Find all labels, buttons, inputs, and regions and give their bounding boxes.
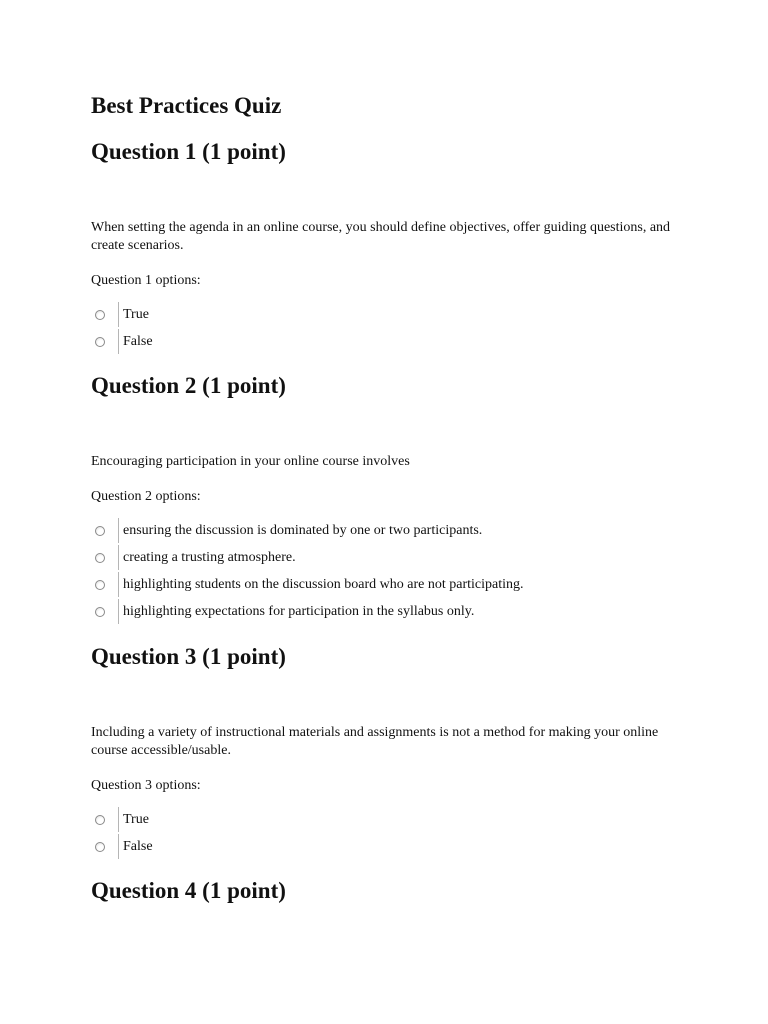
question-heading: Question 2 (1 point)	[91, 373, 286, 398]
radio-button[interactable]	[95, 815, 105, 825]
options-list	[91, 806, 691, 860]
options-list	[91, 517, 691, 625]
option-true[interactable]	[91, 301, 691, 328]
option-4[interactable]	[91, 598, 691, 625]
option-label: False	[123, 838, 153, 854]
option-false[interactable]	[91, 328, 691, 355]
option-label: ensuring the discussion is dominated by one or two participants.	[123, 522, 483, 538]
option-divider	[118, 599, 119, 624]
radio-button[interactable]	[95, 580, 105, 590]
question-2	[91, 372, 691, 625]
radio-button[interactable]	[95, 607, 105, 617]
option-label: True	[123, 306, 149, 322]
question-heading: Question 1 (1 point)	[91, 139, 286, 164]
question-heading: Question 3 (1 point)	[91, 644, 286, 669]
question-4	[91, 877, 691, 905]
radio-button[interactable]	[95, 337, 105, 347]
question-1	[91, 138, 691, 355]
quiz-title: Best Practices Quiz	[91, 93, 282, 118]
option-2[interactable]	[91, 544, 691, 571]
radio-button[interactable]	[95, 842, 105, 852]
option-label: creating a trusting atmosphere.	[123, 549, 296, 565]
options-label: Question 1 options:	[91, 273, 201, 288]
options-list	[91, 301, 691, 355]
question-heading: Question 4 (1 point)	[91, 878, 286, 903]
option-3[interactable]	[91, 571, 691, 598]
radio-button[interactable]	[95, 526, 105, 536]
option-label: highlighting students on the discussion board who are not participating.	[123, 576, 524, 592]
option-divider	[118, 807, 119, 832]
option-true[interactable]	[91, 806, 691, 833]
option-divider	[118, 329, 119, 354]
option-divider	[118, 518, 119, 543]
option-divider	[118, 834, 119, 859]
option-label: highlighting expectations for participation in the syllabus only.	[123, 603, 475, 619]
question-text: Including a variety of instructional materials and assignments is not a method for making your online course accessible/usable.	[91, 725, 659, 758]
option-false[interactable]	[91, 833, 691, 860]
option-divider	[118, 545, 119, 570]
option-1[interactable]	[91, 517, 691, 544]
option-divider	[118, 572, 119, 597]
options-label: Question 3 options:	[91, 778, 201, 793]
question-3	[91, 643, 691, 860]
option-divider	[118, 302, 119, 327]
option-label: True	[123, 811, 149, 827]
question-text: Encouraging participation in your online course involves	[91, 454, 410, 469]
radio-button[interactable]	[95, 553, 105, 563]
options-label: Question 2 options:	[91, 489, 201, 504]
question-text: When setting the agenda in an online course, you should define objectives, offer guiding questions, and create scenarios.	[91, 220, 671, 253]
radio-button[interactable]	[95, 310, 105, 320]
option-label: False	[123, 333, 153, 349]
